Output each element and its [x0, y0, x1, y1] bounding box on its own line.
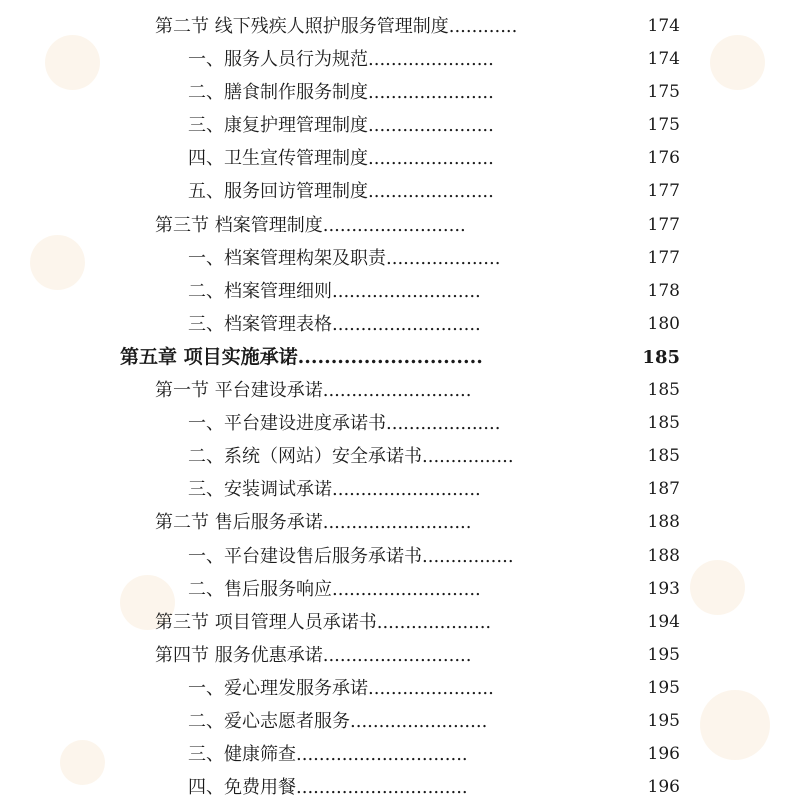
toc-entry-page-number: 185	[642, 346, 680, 368]
toc-entry-title: 二、爱心志愿者服务........................	[188, 710, 488, 732]
toc-entry-title: 一、服务人员行为规范......................	[188, 49, 494, 71]
toc-entry-item[interactable]	[0, 175, 800, 208]
toc-entry-item[interactable]	[0, 672, 800, 705]
toc-entry-item[interactable]	[0, 76, 800, 109]
toc-entry-page-number: 185	[647, 413, 680, 434]
table-of-contents	[0, 10, 800, 804]
toc-entry-page-number: 177	[647, 247, 680, 268]
toc-entry-page-number: 178	[647, 280, 680, 301]
toc-entry-title: 二、档案管理细则..........................	[188, 280, 481, 302]
toc-entry-section[interactable]	[0, 209, 800, 242]
toc-entry-page-number: 174	[647, 16, 680, 36]
toc-entry-title: 第二节 线下残疾人照护服务管理制度............	[155, 16, 518, 37]
toc-entry-item[interactable]	[0, 242, 800, 275]
toc-entry-chapter[interactable]	[0, 341, 800, 374]
toc-entry-page-number: 185	[647, 446, 680, 467]
toc-entry-item[interactable]	[0, 771, 800, 804]
toc-entry-title: 第三节 档案管理制度.........................	[155, 214, 466, 236]
toc-entry-section[interactable]	[0, 639, 800, 672]
toc-entry-page-number: 188	[647, 512, 680, 533]
toc-entry-page-number: 175	[647, 115, 680, 136]
toc-entry-title: 三、档案管理表格..........................	[188, 313, 481, 335]
toc-entry-page-number: 175	[647, 82, 680, 103]
toc-entry-item[interactable]	[0, 109, 800, 142]
toc-entry-title: 二、膳食制作服务制度......................	[188, 82, 494, 104]
toc-entry-page-number: 195	[647, 710, 680, 731]
toc-entry-item[interactable]	[0, 738, 800, 771]
toc-entry-item[interactable]	[0, 705, 800, 738]
toc-entry-section[interactable]	[0, 10, 800, 43]
toc-entry-title: 四、卫生宣传管理制度......................	[188, 148, 494, 170]
toc-entry-page-number: 196	[647, 744, 680, 765]
toc-entry-title: 一、平台建设进度承诺书....................	[188, 413, 501, 435]
toc-entry-title: 一、档案管理构架及职责....................	[188, 247, 501, 269]
toc-entry-title: 一、平台建设售后服务承诺书................	[188, 545, 514, 567]
toc-entry-item[interactable]	[0, 43, 800, 76]
toc-entry-title: 三、健康筛查..............................	[188, 744, 468, 766]
toc-entry-title: 三、安装调试承诺..........................	[188, 479, 481, 501]
toc-entry-item[interactable]	[0, 407, 800, 440]
toc-entry-page-number: 188	[647, 545, 680, 566]
toc-entry-item[interactable]	[0, 440, 800, 473]
toc-entry-section[interactable]	[0, 374, 800, 407]
toc-entry-page-number: 193	[647, 578, 680, 599]
toc-entry-title: 四、免费用餐..............................	[188, 777, 468, 799]
toc-entry-title: 第一节 平台建设承诺..........................	[155, 380, 472, 402]
toc-entry-item[interactable]	[0, 275, 800, 308]
toc-entry-page-number: 194	[647, 611, 680, 632]
toc-entry-title: 一、爱心理发服务承诺......................	[188, 677, 494, 699]
toc-entry-page-number: 195	[647, 677, 680, 698]
toc-entry-title: 第二节 售后服务承诺..........................	[155, 512, 472, 534]
toc-entry-page-number: 180	[647, 313, 680, 334]
toc-entry-title: 五、服务回访管理制度......................	[188, 181, 494, 203]
toc-entry-title: 第五章 项目实施承诺............................	[120, 345, 483, 368]
toc-entry-item[interactable]	[0, 308, 800, 341]
toc-entry-title: 二、系统（网站）安全承诺书................	[188, 446, 514, 468]
toc-entry-item[interactable]	[0, 573, 800, 606]
toc-entry-title: 第三节 项目管理人员承诺书....................	[155, 611, 492, 633]
toc-entry-section[interactable]	[0, 506, 800, 539]
toc-entry-item[interactable]	[0, 473, 800, 506]
toc-entry-title: 第四节 服务优惠承诺..........................	[155, 644, 472, 666]
toc-entry-page-number: 185	[647, 380, 680, 401]
toc-entry-item[interactable]	[0, 142, 800, 175]
toc-entry-title: 二、售后服务响应..........................	[188, 578, 481, 600]
toc-entry-section[interactable]	[0, 606, 800, 639]
toc-entry-title: 三、康复护理管理制度......................	[188, 115, 494, 137]
toc-entry-page-number: 187	[647, 479, 680, 500]
toc-entry-page-number: 195	[647, 644, 680, 665]
toc-entry-page-number: 177	[647, 181, 680, 202]
toc-entry-page-number: 177	[647, 214, 680, 235]
toc-entry-page-number: 176	[647, 148, 680, 169]
toc-entry-page-number: 196	[647, 777, 680, 798]
toc-entry-item[interactable]	[0, 540, 800, 573]
toc-entry-page-number: 174	[647, 49, 680, 70]
